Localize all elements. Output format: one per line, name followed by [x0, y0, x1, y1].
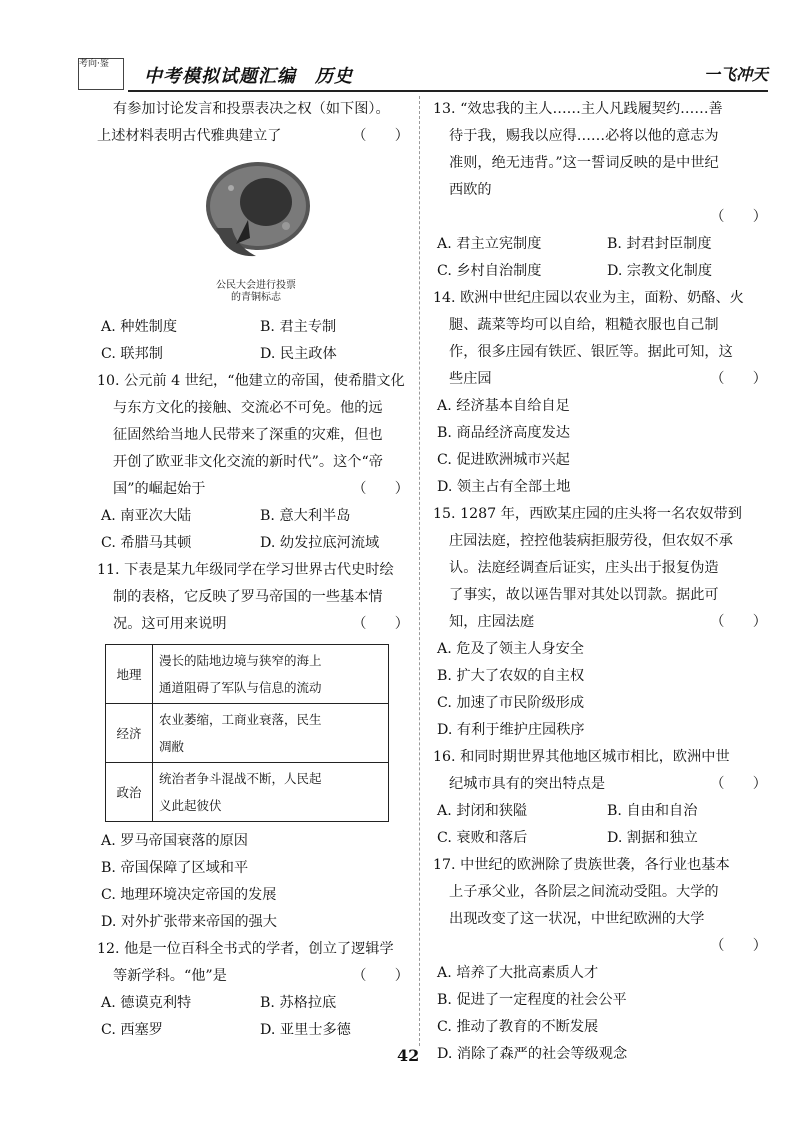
table-key: 经济	[106, 704, 153, 763]
q10-text: 与东方文化的接触、交流必不可免。他的远	[113, 400, 383, 416]
q13-text: 13. “效忠我的主人……主人凡践履契约……善	[433, 101, 723, 117]
table-key: 政治	[106, 763, 153, 822]
q15-text: 了事实，故以诬告罪对其处以罚款。据此可	[449, 587, 719, 603]
option-c: C. 乡村自治制度	[437, 263, 542, 279]
q10-text: 开创了欧亚非文化交流的新时代”。这个“帝	[113, 454, 383, 470]
answer-paren: （ ）	[710, 371, 767, 387]
q13-options-row	[433, 258, 773, 285]
option-d: D. 对外扩张带来帝国的强大	[101, 914, 277, 930]
column-divider	[419, 96, 420, 1046]
q13-text: 待于我，赐我以应得……必将以他的意志为	[449, 128, 719, 144]
option-b: B. 促进了一定程度的社会公平	[437, 992, 627, 1008]
q11-text: 况。这可用来说明 （ ）	[97, 611, 415, 638]
book-logo: 考向·鉴	[78, 58, 124, 90]
answer-paren-line	[433, 204, 773, 231]
table-key: 地理	[106, 645, 153, 704]
q14-text: 作，很多庄园有铁匠、银匠等。据此可知，这	[449, 344, 733, 360]
option-c: C. 推动了教育的不断发展	[437, 1019, 599, 1035]
q12-options-row	[97, 1017, 415, 1044]
option-b: B. 自由和自治	[607, 803, 698, 819]
option-c: C. 加速了市民阶级形成	[437, 695, 585, 711]
q9-options-row	[97, 314, 415, 341]
option-a: A. 种姓制度	[101, 319, 178, 335]
answer-paren: （ ）	[352, 968, 409, 984]
option-b: B. 帝国保障了区域和平	[101, 860, 249, 876]
q17-text: 17. 中世纪的欧洲除了贵族世袭，各行业也基本	[433, 857, 730, 873]
q15-text: 知，庄园法庭 （ ）	[433, 609, 773, 636]
option-b: B. 封君封臣制度	[607, 236, 712, 252]
option-a: A. 罗马帝国衰落的原因	[101, 833, 248, 849]
table-value: 漫长的陆地边境与狭窄的海上 通道阻碍了军队与信息的流动	[153, 645, 389, 704]
answer-paren: （ ）	[710, 614, 767, 630]
header-title: 中考模拟试题汇编 历史	[144, 66, 353, 87]
q17-text: 出现改变了这一状况，中世纪欧洲的大学	[449, 911, 705, 927]
q9-options-row	[97, 341, 415, 368]
option-c: C. 希腊马其顿	[101, 535, 192, 551]
rome-info-table	[105, 644, 389, 822]
option-d: D. 有利于维护庄园秩序	[437, 722, 585, 738]
image-caption: 公民大会进行投票 的青铜标志	[216, 280, 296, 303]
option-c: C. 促进欧洲城市兴起	[437, 452, 570, 468]
option-d: D. 亚里士多德	[260, 1022, 351, 1038]
left-column	[97, 96, 415, 1044]
q11-text: 11. 下表是某九年级同学在学习世界古代史时绘	[97, 562, 394, 578]
q16-options-row	[433, 798, 773, 825]
q14-text: 腿、蔬菜等均可以自给，粗糙衣服也自己制	[449, 317, 719, 333]
right-column	[433, 96, 773, 1068]
q11-text: 制的表格，它反映了罗马帝国的一些基本情	[113, 589, 383, 605]
answer-paren-line	[433, 933, 773, 960]
option-a: A. 危及了领主人身安全	[437, 641, 584, 657]
q16-options-row	[433, 825, 773, 852]
option-b: B. 君主专制	[260, 319, 337, 335]
answer-paren: （ ）	[710, 209, 767, 225]
option-a: A. 经济基本自给自足	[437, 398, 570, 414]
option-d: D. 领主占有全部土地	[437, 479, 571, 495]
q15-text: 庄园法庭，控控他装病拒服劳役，但农奴不承	[449, 533, 733, 549]
q16-text: 纪城市具有的突出特点是 （ ）	[433, 771, 773, 798]
option-a: A. 君主立宪制度	[437, 236, 542, 252]
table-row	[106, 704, 389, 763]
option-c: C. 地理环境决定帝国的发展	[101, 887, 277, 903]
option-d: D. 民主政体	[260, 346, 337, 362]
table-value: 统治者争斗混战不断，人民起 义此起彼伏	[153, 763, 389, 822]
answer-paren: （ ）	[352, 128, 409, 144]
q10-text: 征固然给当地人民带来了深重的灾难，但也	[113, 427, 383, 443]
q16-text: 16. 和同时期世界其他地区城市相比，欧洲中世	[433, 749, 730, 765]
option-c: C. 联邦制	[101, 346, 163, 362]
q13-options-row	[433, 231, 773, 258]
answer-paren: （ ）	[710, 776, 767, 792]
q9-text: 上述材料表明古代雅典建立了 （ ）	[97, 123, 415, 150]
page-number: 42	[397, 1046, 420, 1065]
q12-text: 等新学科。“他”是 （ ）	[97, 963, 415, 990]
bronze-token-image	[97, 158, 415, 276]
option-b: B. 苏格拉底	[260, 995, 337, 1011]
q10-text: 10. 公元前 4 世纪，“他建立的帝国，使希腊文化	[97, 373, 405, 389]
option-c: C. 衰败和落后	[437, 830, 528, 846]
page-header	[78, 56, 768, 92]
q10-options-row	[97, 503, 415, 530]
option-a: A. 南亚次大陆	[101, 508, 192, 524]
table-row	[106, 645, 389, 704]
header-rule	[128, 90, 768, 92]
q15-text: 认。法庭经调查后证实，庄头出于报复伪造	[449, 560, 719, 576]
q13-text: 西欧的	[449, 182, 492, 198]
option-b: B. 商品经济高度发达	[437, 425, 570, 441]
bronze-token-figure	[196, 158, 316, 266]
q10-options-row	[97, 530, 415, 557]
q14-text: 14. 欧洲中世纪庄园以农业为主，面粉、奶酪、火	[433, 290, 744, 306]
answer-paren: （ ）	[352, 616, 409, 632]
option-b: B. 扩大了农奴的自主权	[437, 668, 585, 684]
table-row	[106, 763, 389, 822]
option-a: A. 德谟克利特	[101, 995, 192, 1011]
option-a: A. 封闭和狭隘	[437, 803, 528, 819]
option-d: D. 宗教文化制度	[607, 263, 713, 279]
answer-paren: （ ）	[352, 481, 409, 497]
option-c: C. 西塞罗	[101, 1022, 163, 1038]
table-value: 农业萎缩，工商业衰落，民生 凋敝	[153, 704, 389, 763]
q14-text: 些庄园 （ ）	[433, 366, 773, 393]
q12-text: 12. 他是一位百科全书式的学者，创立了逻辑学	[97, 941, 394, 957]
q15-text: 15. 1287 年，西欧某庄园的庄头将一名农奴带到	[433, 506, 742, 522]
q17-text: 上子承父业，各阶层之间流动受阻。大学的	[449, 884, 719, 900]
option-d: D. 幼发拉底河流域	[260, 535, 380, 551]
option-b: B. 意大利半岛	[260, 508, 351, 524]
option-d: D. 消除了森严的社会等级观念	[437, 1046, 628, 1062]
q13-text: 准则，绝无违背。”这一誓词反映的是中世纪	[449, 155, 719, 171]
q12-options-row	[97, 990, 415, 1017]
header-brand: 一飞冲天	[703, 65, 768, 84]
option-d: D. 割据和独立	[607, 830, 698, 846]
option-a: A. 培养了大批高素质人才	[437, 965, 599, 981]
q10-text: 国”的崛起始于 （ ）	[97, 476, 415, 503]
answer-paren: （ ）	[710, 938, 767, 954]
q9-text: 有参加讨论发言和投票表决之权（如下图）。	[113, 101, 390, 117]
